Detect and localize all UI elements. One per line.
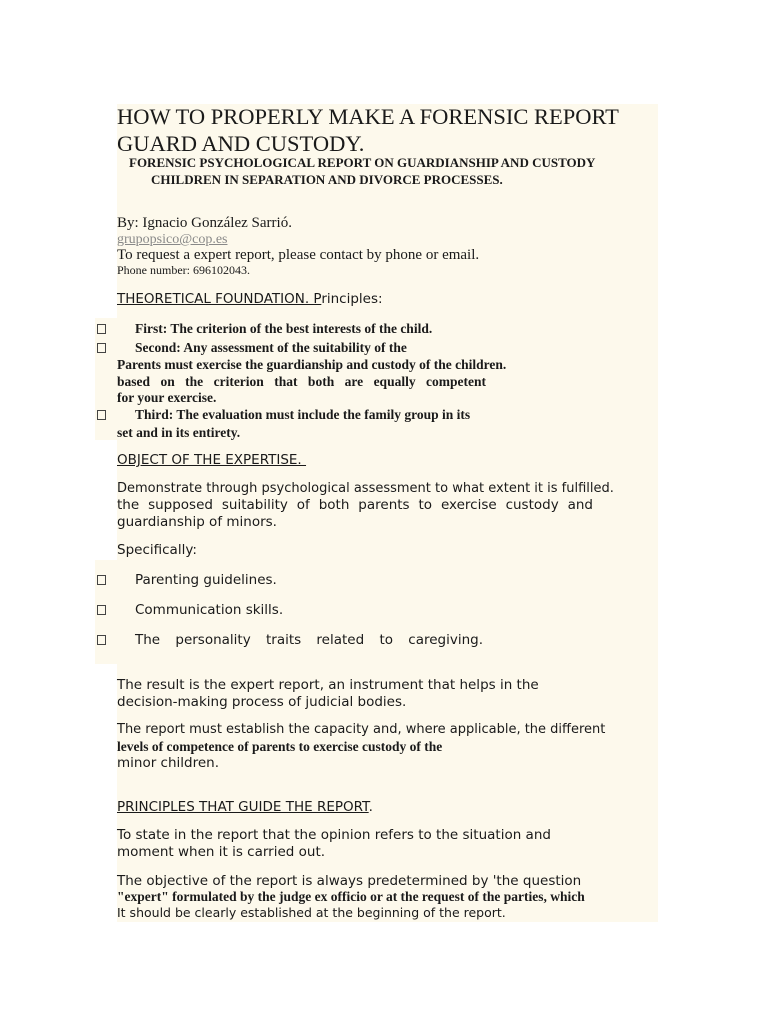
principle-second-line-4: for your exercise.: [117, 390, 217, 405]
document-subtitle-line-2: CHILDREN IN SEPARATION AND DIVORCE PROCESSES.: [151, 172, 503, 187]
principle-second-line-1: Second: Any assessment of the suitability of the: [135, 340, 407, 355]
object-paragraph-line-1: Demonstrate through psychological assessment to what extent it is fulfilled.: [117, 481, 614, 496]
result-paragraph-line-1: The result is the expert report, an instrument that helps in the: [117, 677, 539, 693]
principle-third-line-2: set and in its entirety.: [117, 425, 241, 440]
principle-third-line-1: Third: The evaluation must include the family group in its: [135, 407, 471, 422]
list-item-communication: Communication skills.: [135, 602, 284, 618]
principle-first: First: The criterion of the best interests of the child.: [135, 321, 433, 336]
document-subtitle-line-1: FORENSIC PSYCHOLOGICAL REPORT ON GUARDIANSHIP AND CUSTODY: [129, 155, 596, 170]
list-item-personality: The personality traits related to caregiving.: [135, 632, 483, 648]
object-paragraph-line-2: the supposed suitability of both parents to exercise custody and: [117, 497, 593, 513]
theoretical-foundation-heading-underlined: THEORETICAL FOUNDATION. P: [117, 291, 322, 307]
checkbox-icon: [97, 343, 106, 353]
checkbox-icon: [97, 410, 106, 420]
capacity-paragraph-line-1: The report must establish the capacity and, where applicable, the different: [117, 722, 606, 737]
theoretical-foundation-heading: [117, 291, 383, 307]
request-report-text: To request a expert report, please contact by phone or email.: [117, 247, 480, 263]
result-paragraph-line-2: decision-making process of judicial bodies.: [117, 694, 407, 710]
principles-paragraph-2-line-3: It should be clearly established at the beginning of the report.: [117, 905, 506, 920]
specifically-label: Specifically:: [117, 542, 197, 558]
checkbox-icon: [97, 575, 106, 585]
principles-paragraph-1-line-1: To state in the report that the opinion refers to the situation and: [117, 827, 551, 843]
author-email-link[interactable]: grupopsico@cop.es: [117, 232, 228, 247]
object-of-expertise-heading: OBJECT OF THE EXPERTISE.: [117, 452, 307, 468]
principles-heading: [117, 799, 373, 815]
checkbox-icon: [97, 324, 106, 334]
principles-heading-dot: .: [368, 799, 373, 815]
document-title-line-1: HOW TO PROPERLY MAKE A FORENSIC REPORT: [117, 104, 619, 129]
principle-second-line-3: based on the criterion that both are equally competent: [117, 374, 486, 389]
author-byline: By: Ignacio González Sarrió.: [117, 215, 292, 231]
capacity-paragraph-line-2: levels of competence of parents to exercise custody of the: [117, 739, 443, 754]
phone-number: Phone number: 696102043.: [117, 263, 250, 277]
principles-paragraph-1-line-2: moment when it is carried out.: [117, 844, 326, 860]
principles-paragraph-2-line-1: The objective of the report is always predetermined by 'the question: [117, 873, 582, 889]
capacity-paragraph-line-3: minor children.: [117, 755, 220, 771]
theoretical-foundation-heading-rest: rinciples:: [321, 291, 383, 307]
checkbox-icon: [97, 635, 106, 645]
document-title-line-2: GUARD AND CUSTODY.: [117, 131, 365, 156]
list-item-parenting: Parenting guidelines.: [135, 572, 277, 588]
principles-heading-underlined: PRINCIPLES THAT GUIDE THE REPORT: [117, 799, 369, 815]
principle-second-line-2: Parents must exercise the guardianship and custody of the children.: [117, 357, 507, 372]
object-paragraph-line-3: guardianship of minors.: [117, 514, 277, 530]
checkbox-icon: [97, 605, 106, 615]
bullet-column-background-1: [95, 318, 119, 440]
principles-paragraph-2-line-2: "expert" formulated by the judge ex officio or at the request of the parties, which: [117, 889, 585, 904]
